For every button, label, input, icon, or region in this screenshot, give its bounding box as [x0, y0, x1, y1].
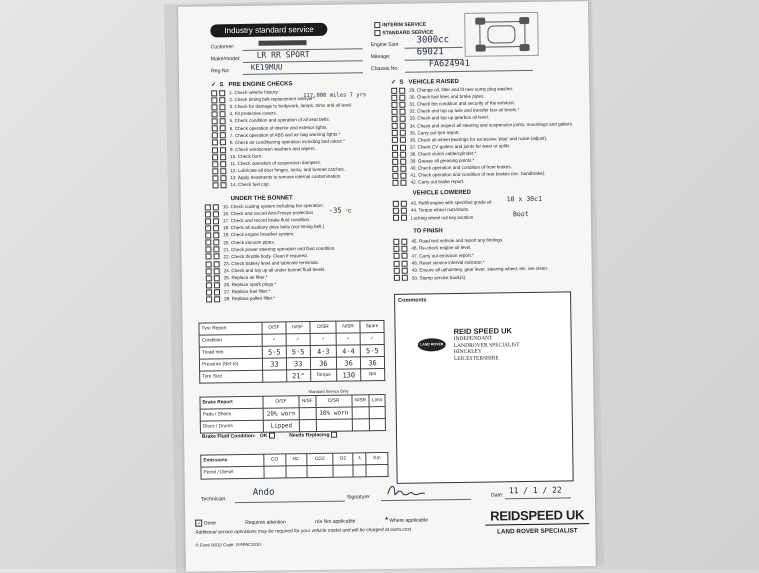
- standard-only-label: Standard Service Only: [308, 388, 349, 395]
- checklist-item: 11. Check operation of suspension dampers.: [212, 159, 321, 168]
- tick-box: [206, 268, 212, 274]
- reg-value: KE19MUU: [250, 62, 283, 72]
- tick-box: [394, 268, 400, 274]
- tick-box: [401, 238, 407, 244]
- under-bonnet-header: UNDER THE BONNET: [230, 195, 293, 203]
- brake-report-table: Brake Report O/SF N/SF O/SR N/SR Limit Pads / Shoes 20% worn 10% worn Discs / Drums Lipped: [199, 394, 385, 434]
- signature-scribble: [385, 481, 435, 500]
- tyre-report-table: Tyre Report O/SF N/SF O/SR N/SR Spare Condition ✓ ✓ ✓ ✓ ✓ Tread mm 5·5 5·5 4·3 4·4 5·5 Pressure (Set to) 33 33 36 36 36 Tyre Size 21" Torque 130 Nm: [198, 320, 385, 384]
- checklist-item: 13. Apply treatments to remove internal contamination.: [212, 173, 341, 182]
- tick-box: [400, 123, 406, 129]
- technician-label: Technician:: [200, 496, 227, 503]
- tick-box: [391, 102, 397, 108]
- tick-box: [401, 208, 407, 214]
- comments-box: [394, 291, 574, 483]
- checklist-item: 30. Check fuel lines and brake pipes.: [391, 93, 484, 101]
- tick-box: [393, 253, 399, 259]
- tick-box: [220, 140, 226, 146]
- tick-box: [220, 161, 226, 167]
- checklist-item: 45. Road test vehicle and report any findings.: [393, 236, 503, 245]
- emissions-table: Emissions CO HC CO2 O2 λ Km Petrol / Diesel: [200, 452, 388, 480]
- checklist-item: 10. Check horn.: [212, 153, 263, 161]
- checklist-item: 32. Check and top up axle and transfer box oil levels.*: [391, 106, 519, 115]
- tick-box: [205, 254, 211, 260]
- tick-box: [392, 137, 398, 143]
- checklist-item: 49. Ensure all upholstery, gear lever, steering wheel, etc. are clean.: [394, 265, 549, 274]
- checklist-item: 34. Check and inspect all steering and suspension joints, mountings and gaiters.: [392, 120, 574, 130]
- tick-box: [205, 211, 211, 217]
- tick-box: [212, 118, 218, 124]
- checklist-item: 37. Check CV gaiters and joints for wear or splits.: [392, 142, 511, 151]
- checklist-item: 16. Check and record Anti-Freeze protection: [205, 209, 313, 218]
- tick-box: [393, 246, 399, 252]
- tick-box: [401, 253, 407, 259]
- checklist-item: 17. Check and record brake fluid condition.: [205, 216, 310, 224]
- tick-box: [205, 218, 211, 224]
- vehicle-raised-header: ✓ S VEHICLE RAISED: [391, 78, 459, 86]
- tick-box: [206, 282, 212, 288]
- checklist-item: 2. Check timing belt replacement interval*: [211, 95, 314, 103]
- tick-box: [220, 175, 226, 181]
- tick-box: [400, 144, 406, 150]
- checklist-item: 15. Check cooling system including fan operation.: [205, 202, 324, 211]
- tick-box: [211, 97, 217, 103]
- tick-box: [402, 268, 408, 274]
- checklist-item: 42. Carry out brake report.: [392, 178, 464, 186]
- technician-value: Ando: [252, 487, 275, 498]
- tick-box: [393, 239, 399, 245]
- tyre-condition-row: Condition ✓ ✓ ✓ ✓ ✓: [199, 333, 384, 348]
- checklist-item: 22. Check throttle body. Clean if required.: [205, 252, 308, 260]
- checklist-item: 36. Check all wheel bearings for excessive 'play' and noise (adjust).: [392, 134, 547, 143]
- date-value: 11 / 1 / 22: [508, 485, 562, 496]
- checklist-item: 25. Replace air filter.*: [206, 274, 268, 282]
- make-label: Make/model:: [210, 55, 241, 63]
- checklist-item: 14. Check fuel cap.: [212, 181, 269, 189]
- tick-box: [400, 180, 406, 186]
- checklist-item: Locking wheel nut key location: [393, 213, 473, 221]
- additional-note: Additional service operations may be required for your vehicle model and will be charged at extra cost: [195, 527, 412, 536]
- checklist-item: 5. Check condition and operation of all seat belts.: [212, 116, 330, 125]
- tyre-tread-row: Tread mm 5·5 5·5 4·3 4·4 5·5: [199, 345, 384, 360]
- service-sheet: [178, 1, 596, 572]
- tick-box: [400, 137, 406, 143]
- tick-box: [219, 111, 225, 117]
- tick-box: [211, 90, 217, 96]
- tyre-size-row: Tyre Size 21" Torque 130 Nm: [200, 369, 385, 384]
- oil-grade: 10 x 30c1: [506, 194, 543, 204]
- tick-box: [214, 282, 220, 288]
- tick-box: [214, 268, 220, 274]
- tick-box: [214, 289, 220, 295]
- tick-box: [205, 226, 211, 232]
- tick-box: [400, 166, 406, 172]
- legend-done: ✓ Done: [195, 520, 216, 526]
- tick-box: [212, 126, 218, 132]
- tick-box: [212, 147, 218, 153]
- tick-box: [392, 166, 398, 172]
- tick-box: [206, 296, 212, 302]
- tick-box: [214, 296, 220, 302]
- checklist-item: 50. Stamp service book(s).: [394, 273, 467, 281]
- tick-box: [214, 275, 220, 281]
- tick-box: [392, 123, 398, 129]
- checklist-item: 12. Lubricate all door hinges, locks, and bonnet catches.: [212, 166, 345, 175]
- tick-box: [393, 215, 399, 221]
- tick-box: [213, 240, 219, 246]
- checklist-item: 4. Fit protective covers.: [211, 110, 277, 118]
- reg-label: Reg No:: [210, 68, 230, 75]
- to-finish-header: TO FINISH: [413, 228, 443, 235]
- chassis-label: Chassis No:: [370, 65, 399, 73]
- tick-box: [219, 104, 225, 110]
- tick-box: [401, 246, 407, 252]
- vehicle-lowered-header: VEHICLE LOWERED: [412, 189, 472, 197]
- tick-box: [212, 161, 218, 167]
- tick-box: [392, 173, 398, 179]
- tick-box: [401, 215, 407, 221]
- checklist-item: 39. Grease all greasing points.*: [392, 157, 474, 165]
- checklist-item: 43. Refill engine with specified grade oil: [393, 199, 492, 207]
- tick-box: [220, 154, 226, 160]
- tick-box: [402, 275, 408, 281]
- date-label: Date:: [490, 492, 504, 499]
- mileage-value: 69021: [416, 47, 444, 58]
- checklist-item: 38. Check clutch cable/cylinder.*: [392, 150, 476, 158]
- tick-box: [213, 225, 219, 231]
- tick-box: [392, 159, 398, 165]
- tick-box: [393, 208, 399, 214]
- reidspeed-footer-logo: REIDSPEED UK LAND ROVER SPECIALIST: [485, 507, 589, 535]
- checklist-item: 40. Check operation and condition of front brakes.: [392, 163, 512, 172]
- tick-box: [212, 182, 218, 188]
- tick-box: [392, 180, 398, 186]
- legend-na: n/a Not applicable: [315, 518, 356, 525]
- tick-box: [392, 151, 398, 157]
- tick-box: [206, 261, 212, 267]
- tick-box: [220, 125, 226, 131]
- tick-box: [213, 254, 219, 260]
- tick-box: [392, 144, 398, 150]
- tick-box: [219, 97, 225, 103]
- tick-box: [400, 130, 406, 136]
- interim-option: INTERIM SERVICE: [374, 21, 426, 28]
- tick-box: [206, 289, 212, 295]
- car-diagram: [464, 12, 539, 57]
- tick-box: [392, 116, 398, 122]
- tick-box: [212, 175, 218, 181]
- tick-box: [220, 147, 226, 153]
- tick-box: [212, 154, 218, 160]
- tick-box: [399, 95, 405, 101]
- timing-note: 117,000 miles 7 yrs: [303, 92, 367, 100]
- tick-box: [391, 109, 397, 115]
- checklist-item: 28. Replace pollen filter.*: [206, 295, 275, 303]
- checklist-item: 44. Torque wheel nuts/studs.: [393, 206, 469, 214]
- tick-box: [220, 118, 226, 124]
- checklist-item: 24. Check and top up all under bonnet fluid levels.: [206, 266, 326, 275]
- tick-box: [213, 247, 219, 253]
- engine-value: 3000cc: [416, 35, 450, 46]
- tick-box: [212, 140, 218, 146]
- tick-box: [394, 260, 400, 266]
- checklist-item: 3. Check for damage to bodywork, lamps, trims and oil level: [211, 102, 351, 111]
- tick-box: [205, 233, 211, 239]
- make-value: LR RR SPORT: [256, 50, 310, 60]
- tick-box: [213, 211, 219, 217]
- tick-box: [205, 204, 211, 210]
- tick-box: [206, 275, 212, 281]
- tick-box: [213, 218, 219, 224]
- customer-label: Customer:: [210, 44, 235, 51]
- checklist-item: 46. Re-check engine oil level.: [393, 244, 471, 252]
- checklist-item: 31. Check the condition and security of the exhaust.: [391, 99, 515, 108]
- dealer-stamp: REID SPEED UK INDEPENDANT LANDROVER SPECIALIST HINCKLEY LEICESTERSHIRE: [453, 326, 520, 362]
- checklist-item: 6. Check operation of interior and exterior lights.: [212, 123, 328, 132]
- tick-box: [213, 232, 219, 238]
- tick-box: [220, 133, 226, 139]
- tick-box: [399, 87, 405, 93]
- land-rover-oval-logo: LAND ROVER: [418, 338, 446, 351]
- tick-box: [212, 168, 218, 174]
- engine-label: Engine Size:: [370, 41, 400, 49]
- tick-box: [214, 261, 220, 267]
- tick-box: [393, 201, 399, 207]
- tick-box: [391, 88, 397, 94]
- checklist-item: 21. Check power steering operation and fluid condition.: [205, 244, 335, 253]
- checklist-item: 9. Check windscreen washers and wipers.: [212, 145, 316, 153]
- tick-box: [391, 95, 397, 101]
- tick-box: [401, 200, 407, 206]
- tick-box: [400, 151, 406, 157]
- tick-box: [211, 111, 217, 117]
- tick-box: [400, 173, 406, 179]
- tick-box: [399, 109, 405, 115]
- customer-redacted: [259, 40, 307, 46]
- brake-discs-row: Discs / Drums Lipped: [200, 419, 385, 434]
- checklist-item: 1. Check vehicle history.: [211, 88, 279, 96]
- tick-box: [400, 116, 406, 122]
- legend-attention: Requires attention: [245, 519, 286, 526]
- checklist-item: 20. Check vacuum pipes.: [205, 238, 275, 246]
- copyright: © Forté 06/10 Code: ISSPAC2010: [195, 541, 261, 548]
- key-location: Boot: [512, 209, 529, 219]
- checklist-item: 8. Check air conditioning operation including bad odour.*: [212, 137, 345, 146]
- mileage-label: Mileage:: [370, 53, 391, 61]
- chassis-value: FA624941: [428, 58, 470, 70]
- pre-engine-header: ✓ S PRE ENGINE CHECKS: [211, 81, 293, 89]
- tyre-pressure-row: Pressure (Set to) 33 33 36 36 36: [199, 357, 384, 372]
- checklist-item: 26. Replace spark plugs.*: [206, 281, 276, 289]
- antifreeze-value: -35 °C: [328, 206, 352, 215]
- sheet-title: Industry standard service: [210, 23, 328, 38]
- brake-pads-row: Pads / Shoes 20% worn 10% worn: [200, 407, 385, 422]
- checklist-item: 18. Check all auxiliary drive belts (not timing belt.): [205, 223, 324, 232]
- checklist-item: 41. Check operation and condition of rear brakes (inc. handbrake).: [392, 170, 545, 179]
- tick-box: [212, 133, 218, 139]
- checklist-item: 19. Check engine breather system.: [205, 231, 294, 239]
- tick-box: [402, 260, 408, 266]
- tick-box: [220, 182, 226, 188]
- tick-box: [399, 102, 405, 108]
- tick-box: [213, 204, 219, 210]
- tick-box: [211, 104, 217, 110]
- tick-box: [220, 168, 226, 174]
- checklist-item: 47. Carry out emission report.*: [393, 251, 473, 259]
- tick-box: [219, 90, 225, 96]
- tick-box: [205, 240, 211, 246]
- comments-label: Comments: [398, 297, 427, 304]
- tick-box: [400, 158, 406, 164]
- checklist-item: 7. Check operation of ABS and air bag warning lights.*: [212, 130, 341, 139]
- standard-option: STANDARD SERVICE: [374, 29, 433, 36]
- signature-label: Signature:: [346, 494, 371, 501]
- tick-box: [394, 275, 400, 281]
- tick-box: [205, 247, 211, 253]
- checklist-item: 48. Reset service interval indicator.*: [394, 258, 485, 266]
- checklist-item: 23. Check battery level and lubricate terminals.: [206, 259, 320, 268]
- checklist-item: 29. Change oil, filter and fit new sump plug washer.: [391, 85, 513, 94]
- checklist-item: 35. Carry out tyre report.: [392, 129, 460, 137]
- checklist-item: 33. Check and top up gearbox oil level.: [392, 114, 490, 122]
- legend-where-applicable: * Where applicable: [385, 516, 429, 525]
- tick-box: [392, 130, 398, 136]
- brake-fluid-row: Brake Fluid Condition: OK Needs Replacing: [202, 432, 339, 440]
- checklist-item: 27. Replace fuel filter.*: [206, 288, 270, 296]
